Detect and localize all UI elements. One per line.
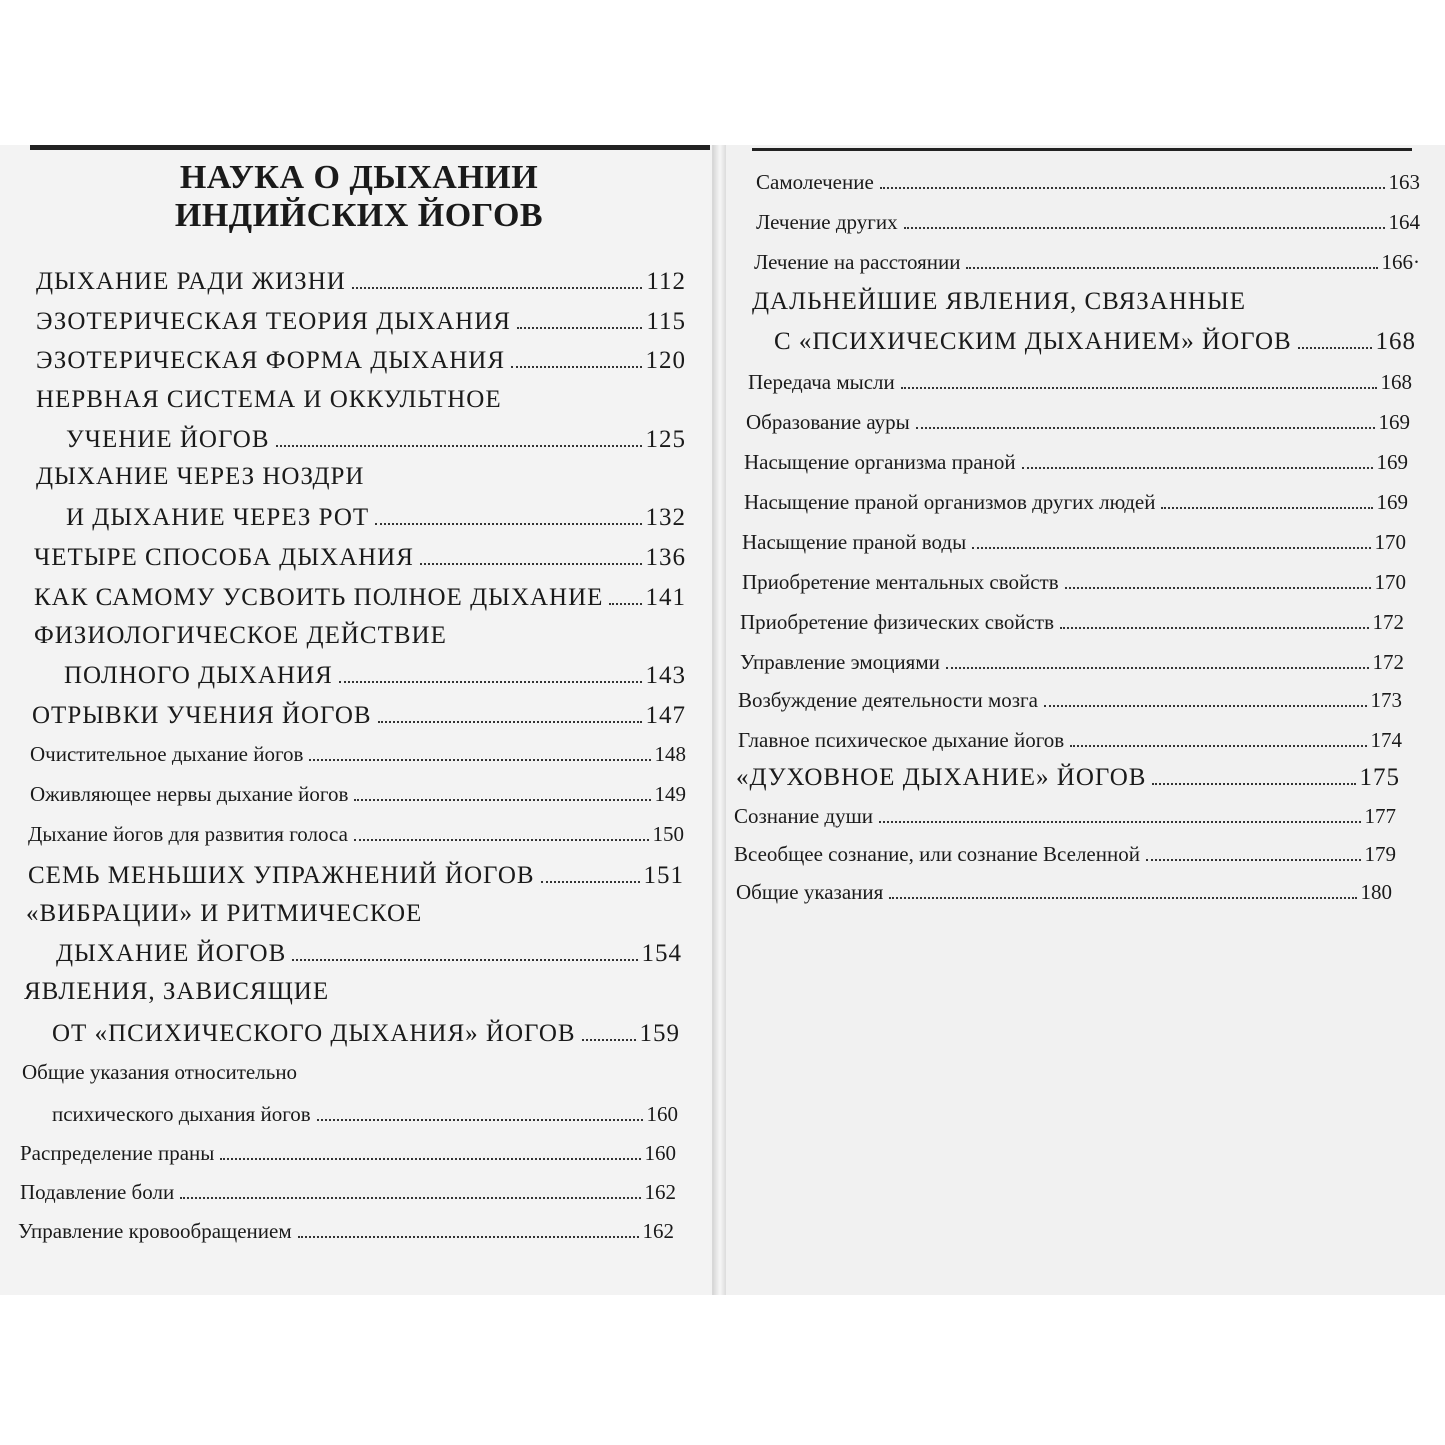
- toc-entry: [744, 490, 1408, 515]
- toc-entry-title: Общие указания относительно: [22, 1060, 298, 1084]
- toc-entry-title: Образование ауры: [746, 410, 910, 434]
- toc-entry-title-continued: С «ПСИХИЧЕСКИМ ДЫХАНИЕМ» ЙОГОВ: [774, 328, 1292, 355]
- toc-entry: [28, 862, 684, 890]
- toc-page-number: 143: [645, 662, 686, 689]
- toc-entry-title: ЭЗОТЕРИЧЕСКАЯ ФОРМА ДЫХАНИЯ: [36, 347, 506, 374]
- toc-entry-title: Дыхание йогов для развития голоса: [28, 822, 348, 846]
- toc-entry: [734, 842, 1396, 867]
- dot-leader: [880, 187, 1385, 189]
- toc-entry-title: Приобретение ментальных свойств: [742, 570, 1059, 594]
- toc-entry-title: Очистительное дыхание йогов: [30, 742, 304, 766]
- toc-entry-title: Приобретение физических свойств: [740, 610, 1054, 634]
- toc-entry: [36, 268, 686, 296]
- toc-entry: [748, 370, 1412, 395]
- toc-entry: [754, 250, 1420, 275]
- toc-page-number: 169: [1376, 450, 1408, 474]
- toc-entry: [746, 410, 1410, 435]
- toc-entry: [36, 347, 686, 375]
- toc-entry-title: ДЫХАНИЕ ЧЕРЕЗ НОЗДРИ: [36, 463, 365, 490]
- toc-entry: [742, 530, 1406, 555]
- toc-entry: [744, 450, 1408, 475]
- toc-entry: [64, 662, 686, 690]
- toc-entry-title-continued: ДЫХАНИЕ ЙОГОВ: [56, 940, 287, 967]
- toc-entry: [66, 504, 686, 532]
- toc-entry-title: ЭЗОТЕРИЧЕСКАЯ ТЕОРИЯ ДЫХАНИЯ: [36, 308, 511, 335]
- toc-page-number: 160: [644, 1141, 676, 1165]
- toc-page-number: 120: [645, 347, 686, 374]
- toc-entry-title: ДАЛЬНЕЙШИЕ ЯВЛЕНИЯ, СВЯЗАННЫЕ: [752, 288, 1247, 315]
- book-title-line-1: НАУКА О ДЫХАНИИ: [179, 159, 539, 196]
- toc-entry-title: ДЫХАНИЕ РАДИ ЖИЗНИ: [36, 268, 346, 295]
- dot-leader: [582, 1039, 636, 1041]
- toc-page-number: 115: [646, 308, 686, 335]
- dot-leader: [879, 821, 1360, 823]
- toc-page-number: 169: [1376, 490, 1408, 514]
- toc-page-number: 112: [646, 268, 686, 295]
- toc-entry: [18, 1219, 674, 1244]
- dot-leader: [292, 959, 637, 961]
- toc-entry-title: «ДУХОВНОЕ ДЫХАНИЕ» ЙОГОВ: [736, 764, 1147, 791]
- toc-entry-title: Управление кровообращением: [18, 1219, 292, 1243]
- dot-leader: [375, 523, 641, 525]
- book-gutter: [714, 145, 726, 1295]
- dot-leader: [511, 366, 641, 368]
- toc-page-number: 179: [1364, 842, 1396, 866]
- toc-entry: [740, 650, 1404, 675]
- toc-entry-title: Лечение других: [756, 210, 898, 234]
- dot-leader: [420, 563, 642, 565]
- toc-entry: [756, 210, 1420, 235]
- dot-leader: [1065, 587, 1371, 589]
- toc-entry-title: ЧЕТЫРЕ СПОСОБА ДЫХАНИЯ: [34, 544, 414, 571]
- toc-entry: [756, 170, 1420, 195]
- dot-leader: [180, 1197, 640, 1199]
- dot-leader: [339, 681, 642, 683]
- dot-leader: [1298, 347, 1372, 349]
- toc-entry-title: Передача мысли: [748, 370, 895, 394]
- toc-page-number: 150: [652, 822, 684, 846]
- dot-leader: [904, 227, 1385, 229]
- toc-entry: [742, 570, 1406, 595]
- dot-leader: [298, 1236, 639, 1238]
- dot-leader: [1152, 783, 1355, 785]
- dot-leader: [317, 1119, 643, 1121]
- toc-page-number: 160: [646, 1102, 678, 1126]
- dot-leader: [966, 267, 1377, 269]
- toc-page-number: 175: [1359, 764, 1400, 791]
- toc-page-number: 168: [1375, 328, 1416, 355]
- dot-leader: [1161, 507, 1372, 509]
- toc-entry-title: Насыщение организма праной: [744, 450, 1016, 474]
- dot-leader: [1060, 627, 1369, 629]
- toc-entry-title: Лечение на расстоянии: [754, 250, 961, 274]
- toc-entry: [736, 880, 1392, 905]
- dot-leader: [541, 881, 640, 883]
- top-rule: [752, 148, 1412, 151]
- toc-page-number: 170: [1374, 570, 1406, 594]
- toc-page-number: 166·: [1381, 250, 1420, 274]
- toc-entry-title: Сознание души: [734, 804, 874, 828]
- toc-entry: [56, 940, 682, 968]
- toc-page-number: 174: [1370, 728, 1402, 752]
- toc-entry-title: Возбуждение деятельности мозга: [738, 688, 1038, 712]
- dot-leader: [309, 759, 650, 761]
- toc-page-number: 149: [654, 782, 686, 806]
- toc-entry-title-continued: ОТ «ПСИХИЧЕСКОГО ДЫХАНИЯ» ЙОГОВ: [52, 1020, 576, 1047]
- toc-page-number: 151: [643, 862, 684, 889]
- toc-entry-title-continued: психического дыхания йогов: [52, 1102, 311, 1126]
- toc-entry-title: Подавление боли: [20, 1180, 175, 1204]
- toc-entry-title: Насыщение праной воды: [742, 530, 967, 554]
- toc-entry-title: Самолечение: [756, 170, 874, 194]
- top-rule: [30, 145, 710, 150]
- toc-page-number: 162: [644, 1180, 676, 1204]
- dot-leader: [1146, 859, 1361, 861]
- dot-leader: [354, 839, 649, 841]
- toc-entry-title: Оживляющее нервы дыхание йогов: [30, 782, 349, 806]
- toc-page-number: 172: [1372, 610, 1404, 634]
- toc-page-number: 147: [645, 702, 686, 729]
- toc-entry: [20, 1141, 676, 1166]
- toc-page-number: 162: [642, 1219, 674, 1243]
- toc-entry: [52, 1102, 678, 1127]
- toc-page-number: 164: [1388, 210, 1420, 234]
- toc-entry: [20, 1180, 676, 1205]
- toc-entry: [34, 584, 686, 612]
- toc-entry: [66, 426, 686, 454]
- toc-page-number: 177: [1364, 804, 1396, 828]
- toc-entry: [30, 742, 686, 767]
- toc-page-number: 132: [645, 504, 686, 531]
- toc-entry-title: Управление эмоциями: [740, 650, 940, 674]
- toc-entry: [736, 764, 1400, 792]
- toc-entry: [30, 782, 686, 807]
- toc-entry-title: ФИЗИОЛОГИЧЕСКОЕ ДЕЙСТВИЕ: [34, 622, 447, 649]
- dot-leader: [889, 897, 1356, 899]
- dot-leader: [972, 547, 1370, 549]
- toc-entry-title: КАК САМОМУ УСВОИТЬ ПОЛНОЕ ДЫХАНИЕ: [34, 584, 604, 611]
- toc-page-number: 148: [654, 742, 686, 766]
- dot-leader: [354, 799, 650, 801]
- toc-page-number: 168: [1380, 370, 1412, 394]
- toc-page-number: 141: [645, 584, 686, 611]
- dot-leader: [1070, 745, 1366, 747]
- toc-entry: [36, 308, 686, 336]
- toc-entry-title-continued: И ДЫХАНИЕ ЧЕРЕЗ РОТ: [66, 504, 370, 531]
- toc-entry-title: Главное психическое дыхание йогов: [738, 728, 1065, 752]
- toc-page-number: 170: [1374, 530, 1406, 554]
- toc-page-number: 173: [1370, 688, 1402, 712]
- toc-entry: [738, 688, 1402, 713]
- toc-entry-title: Насыщение праной организмов других людей: [744, 490, 1156, 514]
- toc-entry-title: ОТРЫВКИ УЧЕНИЯ ЙОГОВ: [32, 702, 372, 729]
- toc-page-number: 125: [645, 426, 686, 453]
- book-title-line-2: ИНДИЙСКИХ ЙОГОВ: [174, 197, 544, 234]
- toc-page-number: 172: [1372, 650, 1404, 674]
- toc-entry-title: «ВИБРАЦИИ» И РИТМИЧЕСКОЕ: [26, 900, 423, 927]
- toc-entry-title: Общие указания: [736, 880, 884, 904]
- toc-page-number: 159: [639, 1020, 680, 1047]
- toc-entry-title: Всеобщее сознание, или сознание Вселенной: [734, 842, 1140, 866]
- dot-leader: [220, 1158, 640, 1160]
- toc-entry: [28, 822, 684, 847]
- dot-leader: [901, 387, 1377, 389]
- toc-entry: [52, 1020, 680, 1048]
- toc-entry-title-continued: УЧЕНИЕ ЙОГОВ: [66, 426, 270, 453]
- dot-leader: [352, 287, 643, 289]
- right-page: [722, 145, 1445, 1295]
- dot-leader: [276, 445, 642, 447]
- toc-entry: [32, 702, 686, 730]
- toc-page-number: 154: [641, 940, 682, 967]
- toc-page-number: 180: [1360, 880, 1392, 904]
- toc-entry-title: СЕМЬ МЕНЬШИХ УПРАЖНЕНИЙ ЙОГОВ: [28, 862, 535, 889]
- dot-leader: [517, 327, 642, 329]
- toc-page-number: 136: [645, 544, 686, 571]
- toc-entry-title-continued: ПОЛНОГО ДЫХАНИЯ: [64, 662, 333, 689]
- toc-entry: [734, 804, 1396, 829]
- toc-entry-title: Распределение праны: [20, 1141, 215, 1165]
- toc-entry: [738, 728, 1402, 753]
- dot-leader: [1022, 467, 1373, 469]
- dot-leader: [378, 721, 642, 723]
- toc-page-number: 163: [1388, 170, 1420, 194]
- toc-page-number: 169: [1378, 410, 1410, 434]
- dot-leader: [1044, 705, 1367, 707]
- toc-entry: [740, 610, 1404, 635]
- toc-entry: [774, 328, 1416, 356]
- toc-entry: [34, 544, 686, 572]
- dot-leader: [609, 603, 641, 605]
- dot-leader: [916, 427, 1375, 429]
- toc-entry-title: ЯВЛЕНИЯ, ЗАВИСЯЩИЕ: [24, 978, 330, 1005]
- toc-entry-title: НЕРВНАЯ СИСТЕМА И ОККУЛЬТНОЕ: [36, 386, 502, 413]
- dot-leader: [946, 667, 1369, 669]
